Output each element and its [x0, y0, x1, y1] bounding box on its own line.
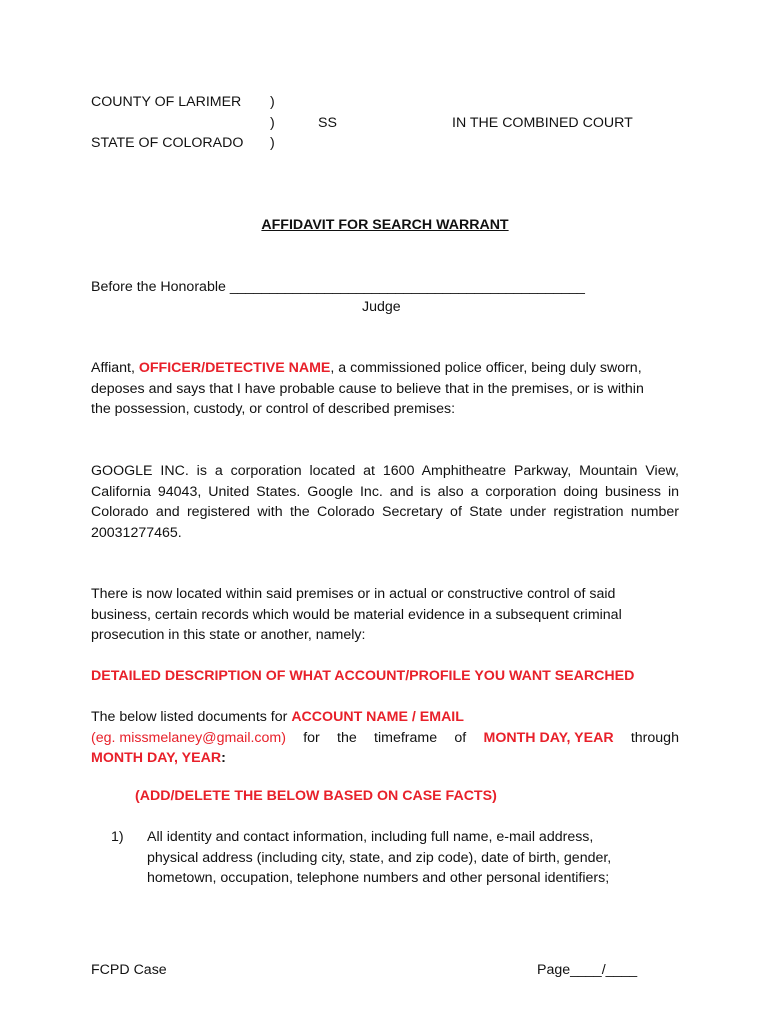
premises-line-3: Colorado and registered with the Colorado Secretary of State under registration number [91, 504, 679, 521]
documents-colon: : [221, 750, 226, 767]
county-label: COUNTY OF LARIMER [91, 94, 242, 110]
caption-paren: ) [270, 115, 275, 131]
caption-paren: ) [270, 135, 275, 151]
located-line-2: business, certain records which would be material evidence in a subsequent criminal [91, 606, 622, 623]
officer-name-placeholder: OFFICER/DETECTIVE NAME [138, 360, 331, 376]
start-date-placeholder: MONTH DAY, YEAR [483, 729, 614, 746]
list-item [147, 827, 667, 889]
judge-label: Judge [362, 299, 401, 315]
located-line-3: prosecution in this state or another, namely: [91, 627, 366, 644]
documents-line-3 [91, 748, 679, 769]
timeframe-word-timeframe: timeframe [374, 729, 438, 746]
premises-line-1: GOOGLE INC. is a corporation located at 1600 Amphitheatre Parkway, Mountain View, [91, 463, 679, 479]
affiant-line-1 [91, 358, 679, 379]
premises-line-4: 20031277465. [91, 524, 182, 541]
account-placeholder: ACCOUNT NAME / EMAIL [291, 709, 464, 725]
state-label: STATE OF COLORADO [91, 135, 244, 151]
list-item-line-3: hometown, occupation, telephone numbers and other personal identifiers; [147, 870, 610, 887]
document-title: AFFIDAVIT FOR SEARCH WARRANT [261, 217, 509, 233]
footer-case: FCPD Case [91, 962, 167, 978]
judge-name-blank: _____________________________________________ [229, 279, 585, 295]
documents-line-1 [91, 707, 679, 728]
premises-line-2: California 94043, United States. Google Inc. and is also a corporation doing business in [91, 483, 679, 500]
end-date-placeholder: MONTH DAY, YEAR [91, 750, 222, 767]
ss-label: SS [318, 115, 337, 131]
affiant-prefix: Affiant, [91, 360, 139, 376]
affiant-line-1-rest: , a commissioned police officer, being duly sworn, [330, 360, 642, 376]
documents-paragraph [91, 707, 679, 769]
before-honorable-label: Before the Honorable [91, 279, 226, 295]
court-label: IN THE COMBINED COURT [452, 115, 633, 131]
description-placeholder: DETAILED DESCRIPTION OF WHAT ACCOUNT/PROFILE YOU WANT SEARCHED [91, 668, 635, 684]
list-item-line-1: All identity and contact information, including full name, e-mail address, [147, 829, 594, 845]
timeframe-word-for: for [303, 729, 320, 746]
timeframe-word-of: of [454, 729, 467, 746]
affiant-line-2: deposes and says that I have probable cause to believe that in the premises, or is within [91, 380, 644, 397]
caption-paren: ) [270, 94, 275, 110]
example-email: (eg. missmelaney@gmail.com) [91, 729, 286, 746]
premises-paragraph [91, 461, 679, 543]
affiant-line-3: the possession, custody, or control of described premises: [91, 401, 456, 418]
located-line-1: There is now located within said premises or in actual or constructive control of said [91, 586, 616, 602]
list-item-line-2: physical address (including city, state, and zip code), date of birth, gender, [147, 849, 612, 866]
timeframe-word-the: the [337, 729, 357, 746]
footer-page: Page____/____ [537, 962, 638, 978]
documents-prefix: The below listed documents for [91, 709, 292, 725]
documents-line-2 [91, 728, 679, 749]
through-word: through [630, 729, 679, 746]
add-delete-note: (ADD/DELETE THE BELOW BASED ON CASE FACTS) [135, 788, 497, 804]
list-item-number: 1) [111, 829, 124, 845]
affiant-paragraph [91, 358, 679, 420]
judge-line [91, 277, 585, 297]
located-paragraph [91, 584, 679, 646]
